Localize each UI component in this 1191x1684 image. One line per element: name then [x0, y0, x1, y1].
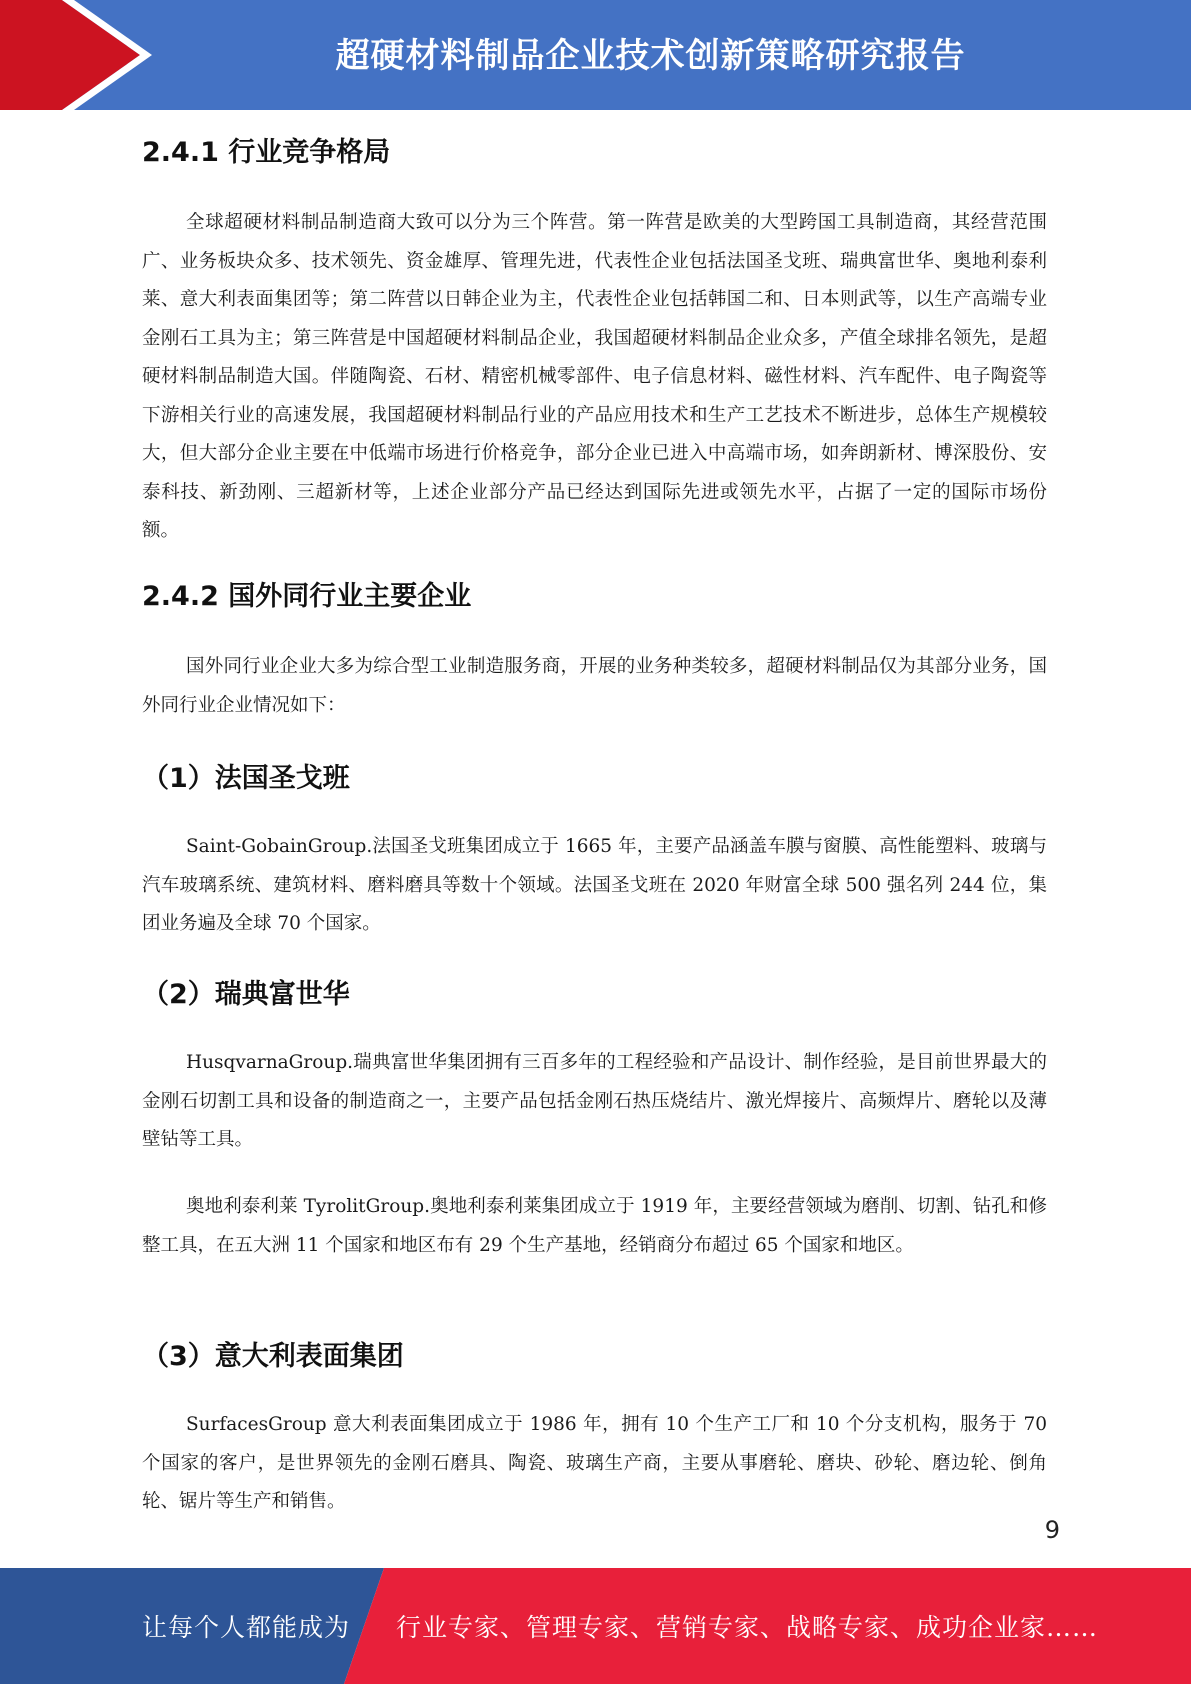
- paragraph-tyrolit: 奥地利泰利莱 TyrolitGroup.奥地利泰利莱集团成立于 1919 年，主要经营领域为磨削、切割、钻孔和修整工具，在五大洲 11 个国家和地区布有 29 个生产基地，经销商分布超过 65 个国家和地区。: [142, 1196, 1047, 1256]
- section-heading-2-4-2: 2.4.2 国外同行业主要企业: [142, 581, 472, 612]
- company-heading-saint-gobain: （1）法国圣戈班: [142, 763, 350, 794]
- company-heading-surfaces-group: （3）意大利表面集团: [142, 1341, 404, 1372]
- report-title: 超硬材料制品企业技术创新策略研究报告: [335, 35, 966, 76]
- paragraph-husqvarna: HusqvarnaGroup.瑞典富世华集团拥有三百多年的工程经验和产品设计、制作经验，是目前世界最大的金刚石切割工具和设备的制造商之一，主要产品包括金刚石热压烧结片、激光焊接片、高频焊片、磨轮以及薄壁钻等工具。: [142, 1052, 1047, 1150]
- page-header: [0, 0, 1191, 110]
- section-heading-2-4-1: 2.4.1 行业竞争格局: [142, 137, 391, 168]
- company-heading-husqvarna: （2）瑞典富世华: [142, 979, 350, 1010]
- page-number: 9: [1044, 1516, 1060, 1544]
- paragraph-competition: 全球超硬材料制品制造商大致可以分为三个阵营。第一阵营是欧美的大型跨国工具制造商，其经营范围广、业务板块众多、技术领先、资金雄厚、管理先进，代表性企业包括法国圣戈班、瑞典富世华、奥地利泰利莱、意大利表面集团等；第二阵营以日韩企业为主，代表性企业包括韩国二和、日本则武等，以生产高端专业金刚石工具为主；第三阵营是中国超硬材料制品企业，我国超硬材料制品企业众多，产值全球排名领先，是超硬材料制品制造大国。伴随陶瓷、石材、精密机械零部件、电子信息材料、磁性材料、汽车配件、电子陶瓷等下游相关行业的高速发展，我国超硬材料制品行业的产品应用技术和生产工艺技术不断进步，总体生产规模较大，但大部分企业主要在中低端市场进行价格竞争，部分企业已进入中高端市场，如奔朗新材、博深股份、安泰科技、新劲刚、三超新材等，上述企业部分产品已经达到国际先进或领先水平，占据了一定的国际市场份额。: [142, 212, 1047, 541]
- paragraph-surfaces-group: SurfacesGroup 意大利表面集团成立于 1986 年，拥有 10 个生产工厂和 10 个分支机构，服务于 70 个国家的客户，是世界领先的金刚石磨具、陶瓷、玻璃生产商，主要从事磨轮、磨块、砂轮、磨边轮、倒角轮、锯片等生产和销售。: [142, 1414, 1047, 1512]
- footer-slogan-left: 让每个人都能成为: [142, 1613, 351, 1642]
- paragraph-foreign-overview: 国外同行业企业大多为综合型工业制造服务商，开展的业务种类较多，超硬材料制品仅为其部分业务，国外同行业企业情况如下：: [142, 656, 1047, 716]
- paragraph-saint-gobain: Saint-GobainGroup.法国圣戈班集团成立于 1665 年，主要产品涵盖车膜与窗膜、高性能塑料、玻璃与汽车玻璃系统、建筑材料、磨料磨具等数十个领域。法国圣戈班在 2020 年财富全球 500 强名列 244 位，集团业务遍及全球 70 个国家。: [142, 836, 1047, 934]
- footer-slogan-right: 行业专家、管理专家、营销专家、战略专家、成功企业家……: [396, 1613, 1099, 1642]
- page-footer: [0, 1568, 1191, 1684]
